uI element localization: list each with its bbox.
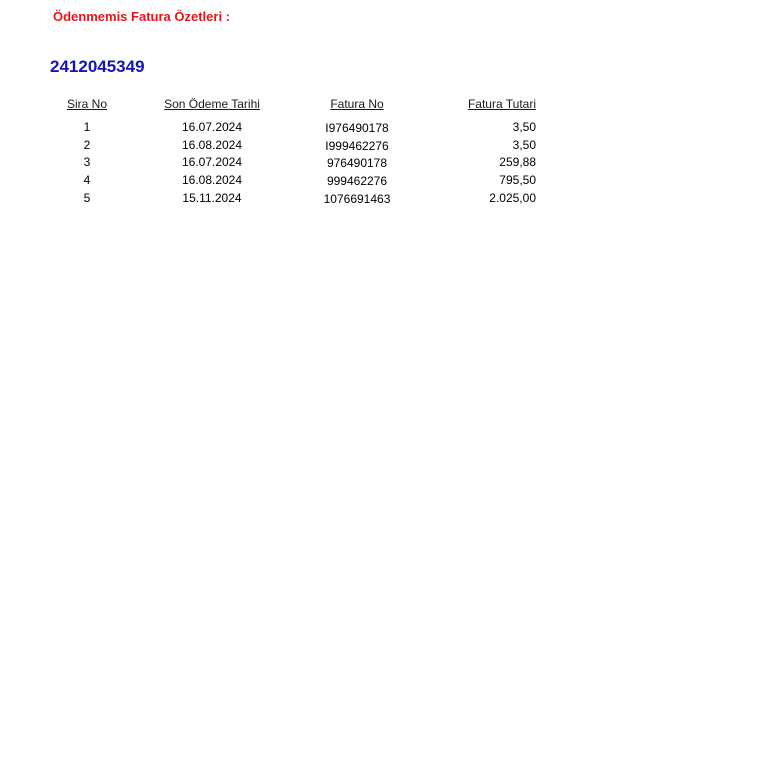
row-fatura-tutari: 2.025,00: [489, 191, 536, 205]
page-title: Ödenmemis Fatura Özetleri :: [53, 9, 230, 24]
row-son-odeme-tarihi: 15.11.2024: [182, 191, 242, 205]
column-header-son-odeme-tarihi: Son Ödeme Tarihi: [164, 97, 260, 111]
row-fatura-no: 999462276: [326, 174, 388, 188]
row-sira-no: 4: [83, 173, 91, 187]
row-fatura-tutari: 3,50: [512, 120, 536, 134]
row-fatura-tutari: 259,88: [499, 155, 536, 169]
row-fatura-no: 1076691463: [323, 192, 391, 206]
row-fatura-tutari: 3,50: [512, 138, 536, 152]
row-sira-no: 1: [83, 120, 91, 134]
row-son-odeme-tarihi: 16.08.2024: [181, 138, 243, 152]
row-sira-no: 5: [83, 191, 91, 205]
column-header-sira-no: Sira No: [66, 97, 107, 111]
row-fatura-no: 976490178: [326, 156, 388, 170]
row-sira-no: 2: [83, 138, 91, 152]
row-son-odeme-tarihi: 16.08.2024: [181, 173, 243, 187]
column-header-fatura-no: Fatura No: [330, 97, 384, 111]
account-number: 2412045349: [50, 57, 145, 76]
row-son-odeme-tarihi: 16.07.2024: [181, 155, 243, 169]
row-fatura-tutari: 795,50: [499, 173, 536, 187]
row-fatura-no: I999462276: [325, 139, 389, 153]
row-son-odeme-tarihi: 16.07.2024: [181, 120, 243, 134]
row-sira-no: 3: [83, 155, 91, 169]
column-header-fatura-tutari: Fatura Tutari: [467, 97, 536, 111]
row-fatura-no: I976490178: [325, 121, 389, 135]
